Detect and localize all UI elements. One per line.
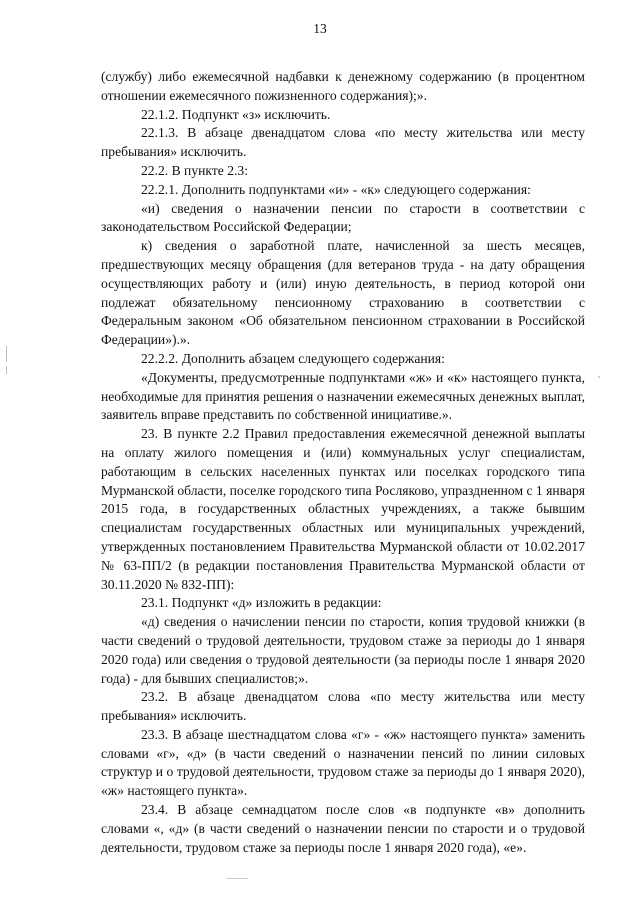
- paragraph-22-1-3: 22.1.3. В абзаце двенадцатом слова «по месту жительства или месту пребывания» исключить.: [101, 125, 585, 160]
- paragraph-23-3: 23.3. В абзаце шестнадцатом слова «г» - «ж» настоящего пункта» заменить словами «г», «д» (в части сведений о назначении пенсий по линии силовых структур и о трудовой деятельности, трудовом стаже за периоды до 1 января 2020), «ж» настоящего пункта».: [101, 726, 585, 799]
- paragraph-23-2: 23.2. В абзаце двенадцатом слова «по месту жительства или месту пребывания» исключить.: [101, 689, 585, 724]
- paragraph-documents: «Документы, предусмотренные подпунктами «ж» и «к» настоящего пункта, необходимые для принятия решения о назначении ежемесячных денежных выплат, заявитель вправе представить по собственной инициативе.».: [101, 369, 585, 423]
- paragraph-subitem-k: к) сведения о заработной плате, начисленной за шесть месяцев, предшествующих месяцу обращения (для ветеранов труда - на дату обращения осуществляющих работу и (или) иную деятельность, в период которой они подлежат обязательному пенсионному страхованию в соответствии с Федеральным законом «Об обязательном пенсионном страховании в Российской Федерации»).».: [101, 238, 585, 348]
- scan-speck: [598, 376, 600, 378]
- paragraph-subitem-d: «д) сведения о начислении пенсии по старости, копия трудовой книжки (в части сведений о трудовой деятельности, трудовом стаже за периоды до 1 января 2020 года) или сведения о трудовой деятельности (за периоды после 1 января 2020 года) - для бывших специалистов;».: [101, 614, 585, 686]
- scan-margin-mark: [6, 366, 7, 374]
- scan-margin-mark: [6, 346, 7, 362]
- scan-footer-mark: [226, 878, 248, 879]
- paragraph-continuation: (службу) либо ежемесячной надбавки к денежному содержанию (в процентном отношении ежемесячного пожизненного содержания);».: [101, 69, 585, 103]
- paragraph-23-4: 23.4. В абзаце семнадцатом после слов «в подпункте «в» дополнить словами «, «д» (в части сведений о назначении пенсии по старости и о трудовой деятельности, трудовом стаже за периоды после 1 января 2020 года), «е».: [101, 802, 585, 855]
- document-body: [101, 68, 585, 857]
- paragraph-22-2-2: 22.2.2. Дополнить абзацем следующего содержания:: [141, 350, 445, 366]
- paragraph-23-1: 23.1. Подпункт «д» изложить в редакции:: [141, 595, 382, 611]
- paragraph-22-2: 22.2. В пункте 2.3:: [141, 162, 248, 178]
- paragraph-22-2-1: 22.2.1. Дополнить подпунктами «и» - «к» следующего содержания:: [141, 181, 531, 197]
- page-number: 13: [313, 21, 327, 36]
- paragraph-23: 23. В пункте 2.2 Правил предоставления ежемесячной денежной выплаты на оплату жилого помещения и (или) коммунальных услуг специалистам, работающим в сельских населенных пунктах или поселках городского типа Мурманской области, поселке городского типа Росляково, упраздненном с 1 января 2015 года, в государственных областных учреждениях, а также бывшим специалистам государственных областных или муниципальных учреждений, утвержденных постановлением Правительства Мурманской области от 10.02.2017 № 63-ПП/2 (в редакции постановления Правительства Мурманской области от 30.11.2020 № 832-ПП):: [101, 426, 585, 592]
- paragraph-subitem-i: «и) сведения о назначении пенсии по старости в соответствии с законодательством Российской Федерации;: [101, 200, 585, 235]
- paragraph-22-1-2: 22.1.2. Подпункт «з» исключить.: [141, 106, 331, 122]
